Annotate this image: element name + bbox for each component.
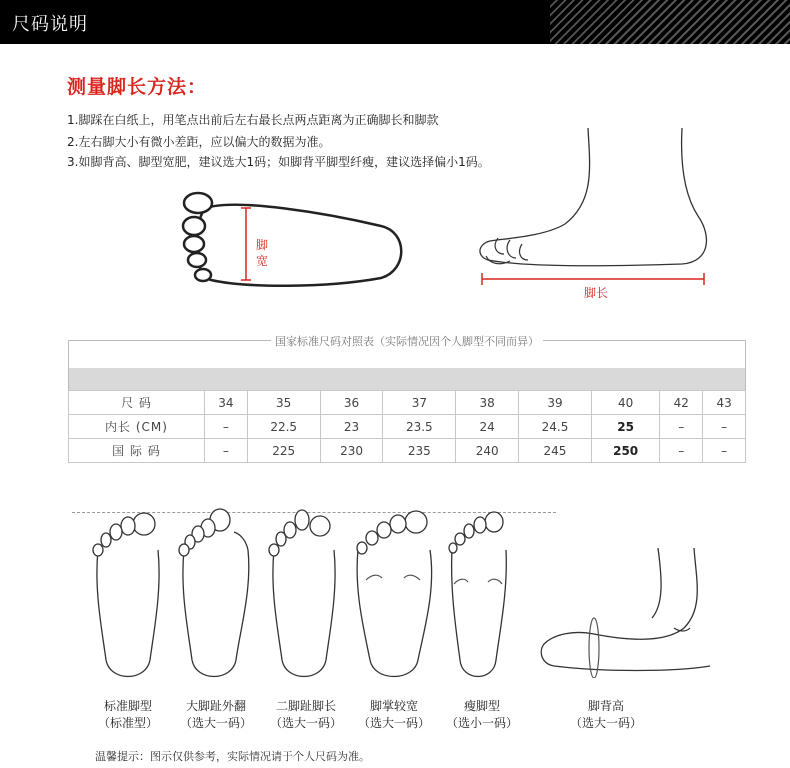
foot-sole-diagram xyxy=(176,188,416,298)
foot-standard-illustration xyxy=(88,510,168,682)
table-cell: 39 xyxy=(519,391,592,415)
header-stripes xyxy=(550,0,790,44)
table-cell: – xyxy=(703,439,746,463)
foot-type-slim xyxy=(442,698,522,732)
table-cell: 22.5 xyxy=(247,415,320,439)
foot-type-name: 瘦脚型 xyxy=(463,699,500,713)
foot-type-advice: （选大一码） xyxy=(179,716,252,730)
foot-type-standard xyxy=(88,698,168,732)
table-cell: – xyxy=(205,415,248,439)
foot-type-name: 大脚趾外翻 xyxy=(185,699,246,713)
table-cell: 42 xyxy=(660,391,703,415)
table-caption-row xyxy=(68,335,746,368)
table-cell: – xyxy=(205,439,248,463)
table-cell: 40 xyxy=(591,391,659,415)
foot-type-name: 二脚趾脚长 xyxy=(275,699,336,713)
row-label: 尺 码 xyxy=(69,391,205,415)
foot-width-label-top: 脚 xyxy=(256,238,269,252)
foot-type-advice: （选大一码） xyxy=(569,716,642,730)
foot-high-instep-illustration xyxy=(534,548,720,678)
foot-type-name: 脚背高 xyxy=(587,699,624,713)
table-caption-text: 国家标准尺码对照表（实际情况因个人脚型不同而异） xyxy=(271,335,543,348)
table-cell: 24 xyxy=(456,415,519,439)
table-caption xyxy=(69,333,745,349)
row-label: 内长 (CM) xyxy=(69,415,205,439)
foot-wide-illustration xyxy=(352,508,438,682)
foot-width-label-bottom: 宽 xyxy=(256,254,269,268)
table-cell: 24.5 xyxy=(519,415,592,439)
table-cell: 38 xyxy=(456,391,519,415)
table-cell: – xyxy=(660,415,703,439)
foot-long-second-toe-illustration xyxy=(266,508,346,682)
table-cell: 35 xyxy=(247,391,320,415)
foot-type-advice: （标准型） xyxy=(97,716,158,730)
table-cell: 34 xyxy=(205,391,248,415)
table-cell: 23.5 xyxy=(383,415,456,439)
table-cell: 36 xyxy=(320,391,383,415)
foot-type-bunion xyxy=(176,698,256,732)
size-table xyxy=(68,335,746,463)
table-cell: 240 xyxy=(456,439,519,463)
foot-type-advice: （选大一码） xyxy=(269,716,342,730)
row-label: 国 际 码 xyxy=(69,439,205,463)
foot-type-name: 标准脚型 xyxy=(103,699,152,713)
foot-type-advice: （选大一码） xyxy=(357,716,430,730)
foot-type-long-second-toe xyxy=(266,698,346,732)
table-cell: 225 xyxy=(247,439,320,463)
table-row-inner-length xyxy=(69,415,746,439)
table-cell: 230 xyxy=(320,439,383,463)
table-row-size xyxy=(69,391,746,415)
table-cell: 23 xyxy=(320,415,383,439)
method-title: 测量脚长方法： xyxy=(67,76,208,98)
disclaimer-tip: 温馨提示：图示仅供参考，实际情况请于个人尺码为准。 xyxy=(95,750,370,763)
foot-length-label: 脚长 xyxy=(584,286,609,300)
step-1: 1.脚踩在白纸上，用笔点出前后左右最长点两点距离为正确脚长和脚款 xyxy=(67,113,439,127)
foot-side-diagram xyxy=(470,126,720,286)
foot-type-name: 脚掌较宽 xyxy=(369,699,418,713)
header-bar xyxy=(0,0,790,44)
step-3: 3.如脚背高、脚型宽肥，建议选大1码；如脚背平脚型纤瘦，建议选择偏小1码。 xyxy=(67,155,490,169)
size-grid xyxy=(68,390,746,463)
foot-slim-illustration xyxy=(444,510,514,682)
foot-bunion-illustration xyxy=(176,506,256,682)
foot-type-high-instep xyxy=(566,698,646,732)
table-cell: 37 xyxy=(383,391,456,415)
foot-type-advice: （选小一码） xyxy=(445,716,518,730)
table-cell: 43 xyxy=(703,391,746,415)
table-cell: 245 xyxy=(519,439,592,463)
step-2: 2.左右脚大小有微小差距，应以偏大的数据为准。 xyxy=(67,135,331,149)
table-cell: 235 xyxy=(383,439,456,463)
foot-type-wide xyxy=(354,698,434,732)
table-cell: 250 xyxy=(591,439,659,463)
header-title: 尺码说明 xyxy=(12,14,88,35)
table-cell: – xyxy=(703,415,746,439)
table-header-bar xyxy=(68,368,746,390)
table-cell: 25 xyxy=(591,415,659,439)
table-cell: – xyxy=(660,439,703,463)
table-row-intl-size xyxy=(69,439,746,463)
